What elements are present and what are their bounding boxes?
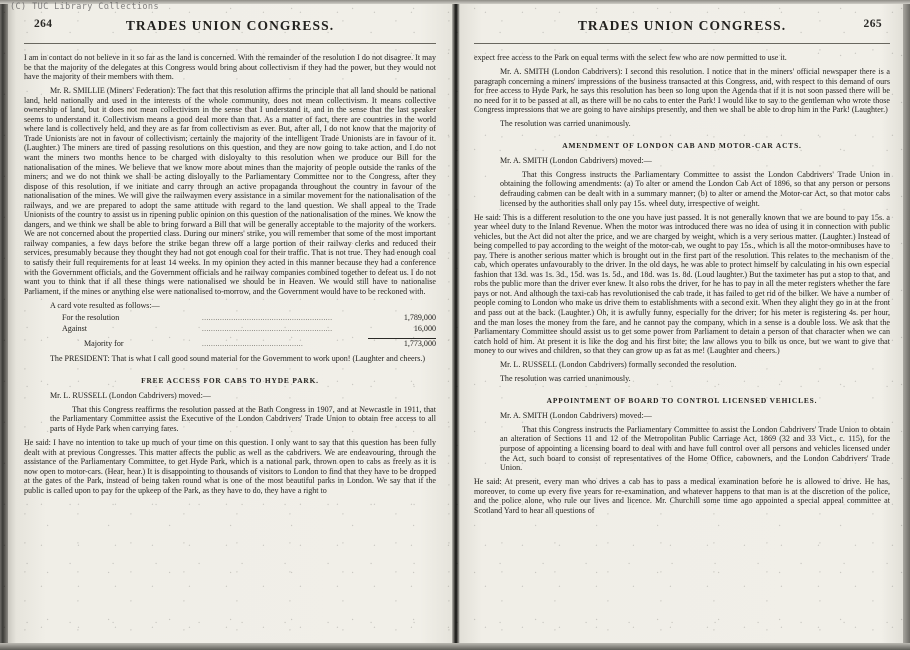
folio-number-right: 265: [863, 18, 882, 30]
vote-label-against: Against: [62, 323, 88, 333]
paragraph-president-note: The PRESIDENT: That is what I call good sound material for the Government to work upon! (Laughter and cheers.): [50, 354, 426, 364]
book-gutter-shadow: [452, 0, 459, 650]
running-head-title-left: TRADES UNION CONGRESS.: [125, 18, 335, 33]
paragraph-resolution-carried-1: The resolution was carried unanimously.: [500, 119, 631, 129]
scan-edge-right: [903, 0, 910, 650]
table-row: [24, 324, 436, 335]
scan-edge-left: [0, 0, 8, 650]
table-row: [24, 313, 436, 324]
paragraph-mover-smith-1: Mr. A. SMITH (London Cabdrivers) moved:—: [500, 155, 652, 165]
paragraph-mover-smith-2: Mr. A. SMITH (London Cabdrivers) moved:—: [500, 410, 652, 420]
folio-number-left: 264: [34, 18, 53, 30]
paragraph-card-vote-intro: A card vote resulted as follows:—: [50, 300, 160, 310]
header-rule-right: [474, 43, 890, 44]
running-head-left: [24, 18, 436, 40]
dot-leader: ..........................................................: [202, 314, 333, 323]
paragraph-mover-russell: Mr. L. RUSSELL (London Cabdrivers) moved:—: [50, 390, 211, 400]
vote-label-for: For the resolution: [62, 313, 120, 323]
card-vote-table: [24, 313, 436, 350]
resolution-text-licensing-board: That this Congress instructs the Parliamentary Committee to assist the London Cabdrivers' Trade Union to obtain an alteration of Sections 11 and 12 of the Metropolitan Public Carriage Act, 1869 (32 and 33 Vict., c. 115), for the purpose of appointing a licensing board to deal with and have full control over all persons and vehicles licensed under the Act, such board to consist of representatives of the Home Office, cabowners, and the London Cabdrivers' Trade Union.: [500, 424, 890, 473]
vote-value-majority: 1,773,000: [368, 339, 436, 350]
dot-leader: ..........................................................: [202, 324, 333, 333]
vote-label-majority: Majority for: [84, 339, 124, 349]
library-watermark: (C) TUC Library Collections: [10, 2, 159, 12]
running-head-title-right: TRADES UNION CONGRESS.: [577, 18, 787, 33]
running-head-right: [474, 18, 890, 40]
paragraph-smith-speech-2: He said: At present, every man who drives a cab has to pass a medical examination before he is allowed to drive. He has, moreover, to come up every five years for re-examination, and whatever happens to that man is at the discretion of the police, and the police alone, who rule our lives and licence. Mr. Churchill some time ago appointed a special appeal committee at Scotland Yard to hear all questions of: [474, 477, 890, 515]
paragraph-smith-seconds: Mr. A. SMITH (London Cabdrivers): I second this resolution. I notice that in the miners' official newspaper there is a paragraph concerning a miners' impressions of the business transacted at this Congress, and, with respect to this demand of ours for free access to Hyde Park, he says this resolution has been so long upon the Agenda that if it is not soon passed there will be no need for it to be passed at all, as there will be no cabs to enter the Park! I would like to say to the gentleman who wrote those Congress impressions that we are going to have airships presently, and then we shall be able to drop him in the Park! (Laughter.): [474, 67, 890, 115]
paragraph-continuation-right: expect free access to the Park on equal terms with the select few who are now permitted to use it.: [474, 53, 787, 62]
section-heading-licensing-board: APPOINTMENT OF BOARD TO CONTROL LICENSED VEHICLES.: [546, 395, 818, 405]
header-rule-left: [24, 43, 436, 44]
resolution-text-hyde-park: That this Congress reaffirms the resolution passed at the Bath Congress in 1907, and at Newcastle in 1911, that the Parliamentary Committee assist the Executive of the London Cabdrivers' Trade Union to obtain free access to all parts of Hyde Park when carrying fares.: [50, 404, 436, 433]
page-264: [24, 0, 436, 650]
paragraph-russell-speech: He said: I have no intention to take up much of your time on this question. I only want to say that this question has been fully dealt with at previous Congresses. This matter affects the public as well as the cabdrivers. We are endeavouring, through the assistance of the Parliamentary Committee, to get Hyde Park, which is a national park, thrown open to cabs as freely as it is now open to motor-cars. (Hear, hear.) It is disappointing to thousands of visitors to London to find that they have to be dropped at the gates of the Park, instead of being taken round what is one of the most beautiful parks in London. We say that if the public is called upon to pay for the upkeep of the Park, as they have to do, they have a right to: [24, 437, 436, 495]
paragraph-seconded-russell: Mr. L. RUSSELL (London Cabdrivers) formally seconded the resolution.: [500, 360, 737, 370]
section-heading-cab-acts: AMENDMENT OF LONDON CAB AND MOTOR-CAR ACTS.: [562, 140, 802, 150]
paragraph-smith-speech-1: He said: This is a different resolution to the one you have just passed. It is not generally known that we are bound to pay 15s. a year wheel duty to the Inland Revenue. When the motor was introduced there was no idea of using it in connection with public vehicles, but the Act did not alter the price, and we are charged by weight, which is a very serious matter. (Laughter.) Instead of being compelled to pay according to the weight of the motor-cab, we ought to pay 15s., which is all the motor-omnibuses have to pay. There is another serious matter which is brought out in the first part of the resolution. This relates to the mechanism of the cab, which operates unfavourably to the driver. In the old days, he was able to protect himself by calculating in his own especial fashion that 13d. was 1s. 3d., 15d. was 1s. 5d., and 18d. was 1s. 8d. (Loud laughter.) But the taximeter has put a stop to that, and robs the public more than the driver ever knew. It also robs the driver, for he has to pay in all the meter registers whether the fare pays or not. And although the taxi-cab has revolutionised the cab trade, it has failed to get rid of the bilker. We have a number of people coming to London who make us drive them to establishments with a second exit. When they alight they go in at the front and pass out at the back. (Laughter.) Oh, it is awfully funny, especially for the driver; for his meter is registering 4s. per hour, and the man loses the money from the fare, and he cannot pay the company, which in a sense is a double loss. We ask that the Parliamentary Committee should assist us to get some power from Parliament to detain a person of that character when we can catch hold of him. At present it is like the dog and his first bite; the law allows you to bilk us once, but we want to give that money to our wives and children, so that they can grow up as fat as me! (Laughter and cheers.): [474, 212, 891, 356]
resolution-text-cab-acts: That this Congress instructs the Parliamentary Committee to assist the London Cabdrivers' Trade Union in obtaining the following amendments: (a) To alter or amend the London Cab Act of 1896, so that any person or persons defrauding cabmen can be dealt with in a summary manner; (b) to alter or amend the Motor-car Act, so that motor cabs licensed by the authorities shall only pay 15s. wheel duty, irrespective of weight.: [500, 169, 890, 208]
paragraph-smillie-speech: Mr. R. SMILLIE (Miners' Federation): The fact that this resolution affirms the principle that all land should be national land, held nationally and used in the interests of the whole community, does not mean collectivism. It means collective ownership of land, but it does not mean collectivism in the sense that I understand it, and in the sense that the last speaker seems to understand it. Collectivism means a good deal more than that. As a matter of fact, there are countries in the world where land is collectively held, and they are as far from collectivism as ever. But, after all, I do not know that the majority of Trade Unionists are not in favour of collectivism; certainly the majority of the intelligent Trade Unionists are in favour of it. (Laughter.) The miners are tired of passing resolutions on this question, and they are now going to take action, and I do not want the miners two months hence to be charged with disloyalty to this resolution when we produce our Bill for the nationalisation of the mines. We believe that we know more about mines than the majority of people outside the ranks of the miners; and we do not think we shall be acting disloyally to the Parliamentary Committee nor to the Congress, after they dispose of this resolution, if we initiate and carry through an active propaganda throughout the country in favour of the nationalisation of the mines. We will give the railwaymen every assistance in a similar movement for the nationalisation of the railways, and we are prepared to adopt the same attitude with regard to the land question. We shall appeal to the Trade Unionists of the country to assist us in ripening public opinion on this question of the nationalisation of the mines. We know the dangers, and we think we shall be able to bring forward a Bill that will be generally acceptable to the majority of the workers. We are not concerned about the propertied class. During our miners' strike, you will remember that some of the most important railway companies, a few days before the strike began threw off a large portion of their railway clerks and reduced their services, presumably because they thought they had not got enough coal for their traffic. That is not true. They had enough coal to satisfy their full requirements for at least 14 weeks. In my opinion they acted in this manner because they had a conference with the Government officials, and the Government officials and he railway companies combined together to defeat us. I do not want you to think that if all these things were nationalised we should be in Heaven. We would still have to nationalise Parliament, if the mines or anything else were nationalised to-morrow, and the Government would have to be reckoned with.: [24, 86, 436, 296]
section-heading-hyde-park: FREE ACCESS FOR CABS TO HYDE PARK.: [141, 375, 319, 385]
vote-value-against: 16,000: [413, 323, 436, 333]
vote-value-for: 1,789,000: [403, 313, 436, 323]
table-row-majority: [24, 339, 436, 350]
paragraph-continuation: I am in contact do not believe in it so far as the land is concerned. With the remainder of the resolution I do not disagree. It may be that the majority of the delegates at this Congress would bring about collectivism if they had the power, but they would not have the majority of their members with them.: [24, 53, 436, 82]
dot-leader: .............................................: [202, 340, 304, 349]
paragraph-resolution-carried-2: The resolution was carried unanimously.: [500, 374, 631, 384]
page-265: [474, 0, 890, 650]
